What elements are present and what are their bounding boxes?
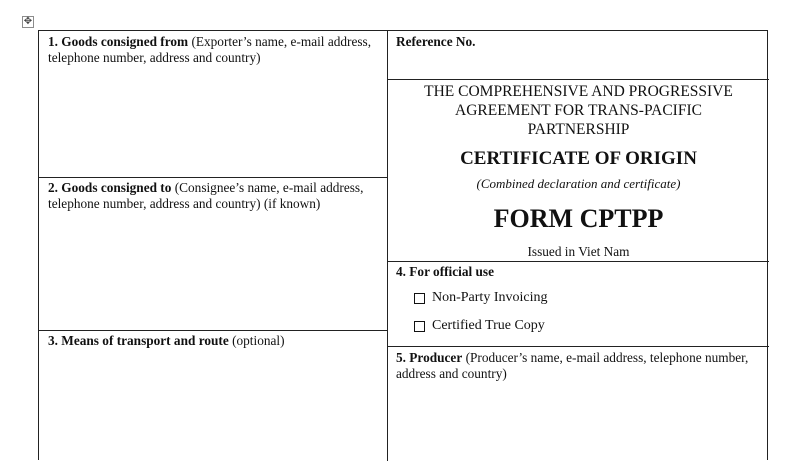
- box1-detail: (Exporter’s name, e-mail address, telephone number, address and country): [48, 34, 372, 65]
- divider-box2-box3: [39, 330, 387, 331]
- box3-means-of-transport: [48, 333, 383, 349]
- box5-heading: 5. Producer: [396, 350, 463, 365]
- form-title: FORM CPTPP: [493, 204, 664, 233]
- agreement-line-3: PARTNERSHIP: [527, 121, 630, 138]
- divider-box4-box5: [387, 346, 769, 347]
- certified-true-copy-option[interactable]: [414, 318, 545, 334]
- reference-number-cell: [396, 34, 756, 50]
- agreement-line-2: AGREEMENT FOR TRANS-PACIFIC: [455, 102, 702, 119]
- non-party-invoicing-option[interactable]: [414, 290, 547, 306]
- box2-detail: (Consignee’s name, e-mail address, telephone number, address and country) (if known): [48, 180, 364, 211]
- non-party-invoicing-checkbox[interactable]: [414, 293, 425, 304]
- box5-producer: [396, 350, 761, 382]
- box5-detail: (Producer’s name, e-mail address, telephone number, address and country): [396, 350, 749, 381]
- reference-label: Reference No.: [396, 34, 476, 49]
- box4-official-use: [396, 264, 756, 280]
- certificate-subtitle: (Combined declaration and certificate): [476, 176, 681, 191]
- box3-heading: 3. Means of transport and route: [48, 333, 229, 348]
- certificate-title: CERTIFICATE OF ORIGIN: [460, 148, 697, 169]
- issued-in-text: Issued in Viet Nam: [527, 244, 630, 259]
- box4-heading: 4. For official use: [396, 264, 494, 279]
- table-move-handle-icon[interactable]: ✥: [23, 16, 33, 27]
- box2-goods-consigned-to: [48, 180, 383, 212]
- certificate-of-origin-form: [38, 30, 768, 460]
- certified-true-copy-label: Certified True Copy: [432, 318, 545, 333]
- divider-reference: [387, 79, 769, 80]
- divider-title-box4: [387, 261, 769, 262]
- agreement-line-1: THE COMPREHENSIVE AND PROGRESSIVE: [424, 83, 733, 100]
- divider-box1-box2: [39, 177, 387, 178]
- box1-heading: 1. Goods consigned from: [48, 34, 189, 49]
- certified-true-copy-checkbox[interactable]: [414, 321, 425, 332]
- non-party-invoicing-label: Non-Party Invoicing: [432, 290, 548, 305]
- agreement-title: [388, 82, 769, 139]
- box3-detail: (optional): [232, 333, 285, 348]
- box1-goods-consigned-from: [48, 34, 383, 66]
- box2-heading: 2. Goods consigned to: [48, 180, 172, 195]
